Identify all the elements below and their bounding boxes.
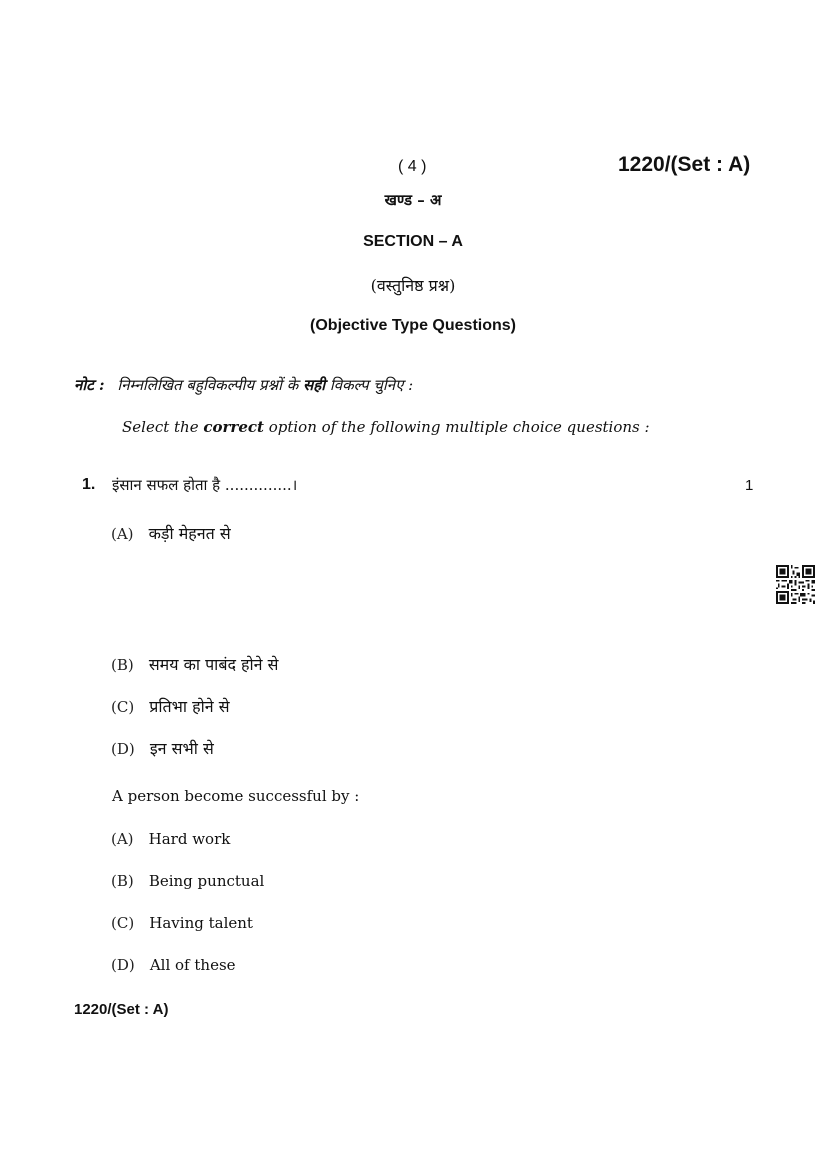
question-hindi-text: इंसान सफल होता है ..............।	[112, 476, 298, 494]
option-letter: (D)	[111, 740, 135, 758]
note-hindi	[74, 375, 413, 395]
option-letter: (D)	[111, 956, 135, 974]
note-english-bold: correct	[203, 418, 264, 436]
section-english-title: SECTION – A	[363, 233, 463, 250]
english-option-d	[111, 955, 236, 974]
option-letter: (B)	[111, 872, 134, 890]
qr-code-icon	[776, 565, 815, 604]
paper-code: 1220/(Set : A)	[618, 153, 751, 176]
footer-paper-code: 1220/(Set : A)	[74, 1001, 169, 1018]
note-hindi-before: निम्नलिखित बहुविकल्पीय प्रश्नों के	[117, 376, 299, 394]
english-option-c	[111, 913, 253, 932]
hindi-option-d	[111, 737, 214, 759]
option-letter: (C)	[111, 698, 135, 716]
option-letter: (A)	[111, 525, 134, 543]
english-option-b	[111, 871, 264, 890]
page-number: ( 4 )	[398, 158, 427, 175]
option-letter: (B)	[111, 656, 134, 674]
option-text: इन सभी से	[149, 739, 214, 758]
option-text: Being punctual	[148, 872, 265, 890]
english-option-a	[111, 829, 230, 848]
section-english-subtitle: (Objective Type Questions)	[310, 317, 516, 334]
option-text: प्रतिभा होने से	[149, 697, 230, 716]
section-hindi-subtitle: (वस्तुनिष्ठ प्रश्न)	[370, 276, 456, 295]
hindi-option-b	[111, 653, 278, 675]
option-text: कड़ी मेहनत से	[148, 524, 231, 543]
note-english-after: option of the following multiple choice questions :	[268, 418, 650, 436]
question-english-text: A person become successful by :	[112, 787, 360, 805]
option-text: All of these	[149, 956, 236, 974]
note-hindi-after: विकल्प चुनिए :	[329, 376, 414, 394]
section-hindi-title: खण्ड – अ	[384, 191, 442, 209]
option-letter: (C)	[111, 914, 135, 932]
option-text: समय का पाबंद होने से	[148, 655, 279, 674]
hindi-option-c	[111, 695, 230, 717]
option-text: Hard work	[148, 830, 231, 848]
hindi-option-a	[111, 522, 231, 544]
note-english-before: Select the	[122, 418, 199, 436]
option-letter: (A)	[111, 830, 134, 848]
question-marks: 1	[745, 477, 754, 494]
note-label: नोट :	[74, 376, 105, 394]
note-hindi-bold: सही	[303, 376, 326, 394]
option-text: Having talent	[149, 914, 253, 932]
question-number: 1.	[82, 476, 96, 493]
note-english	[122, 418, 650, 436]
